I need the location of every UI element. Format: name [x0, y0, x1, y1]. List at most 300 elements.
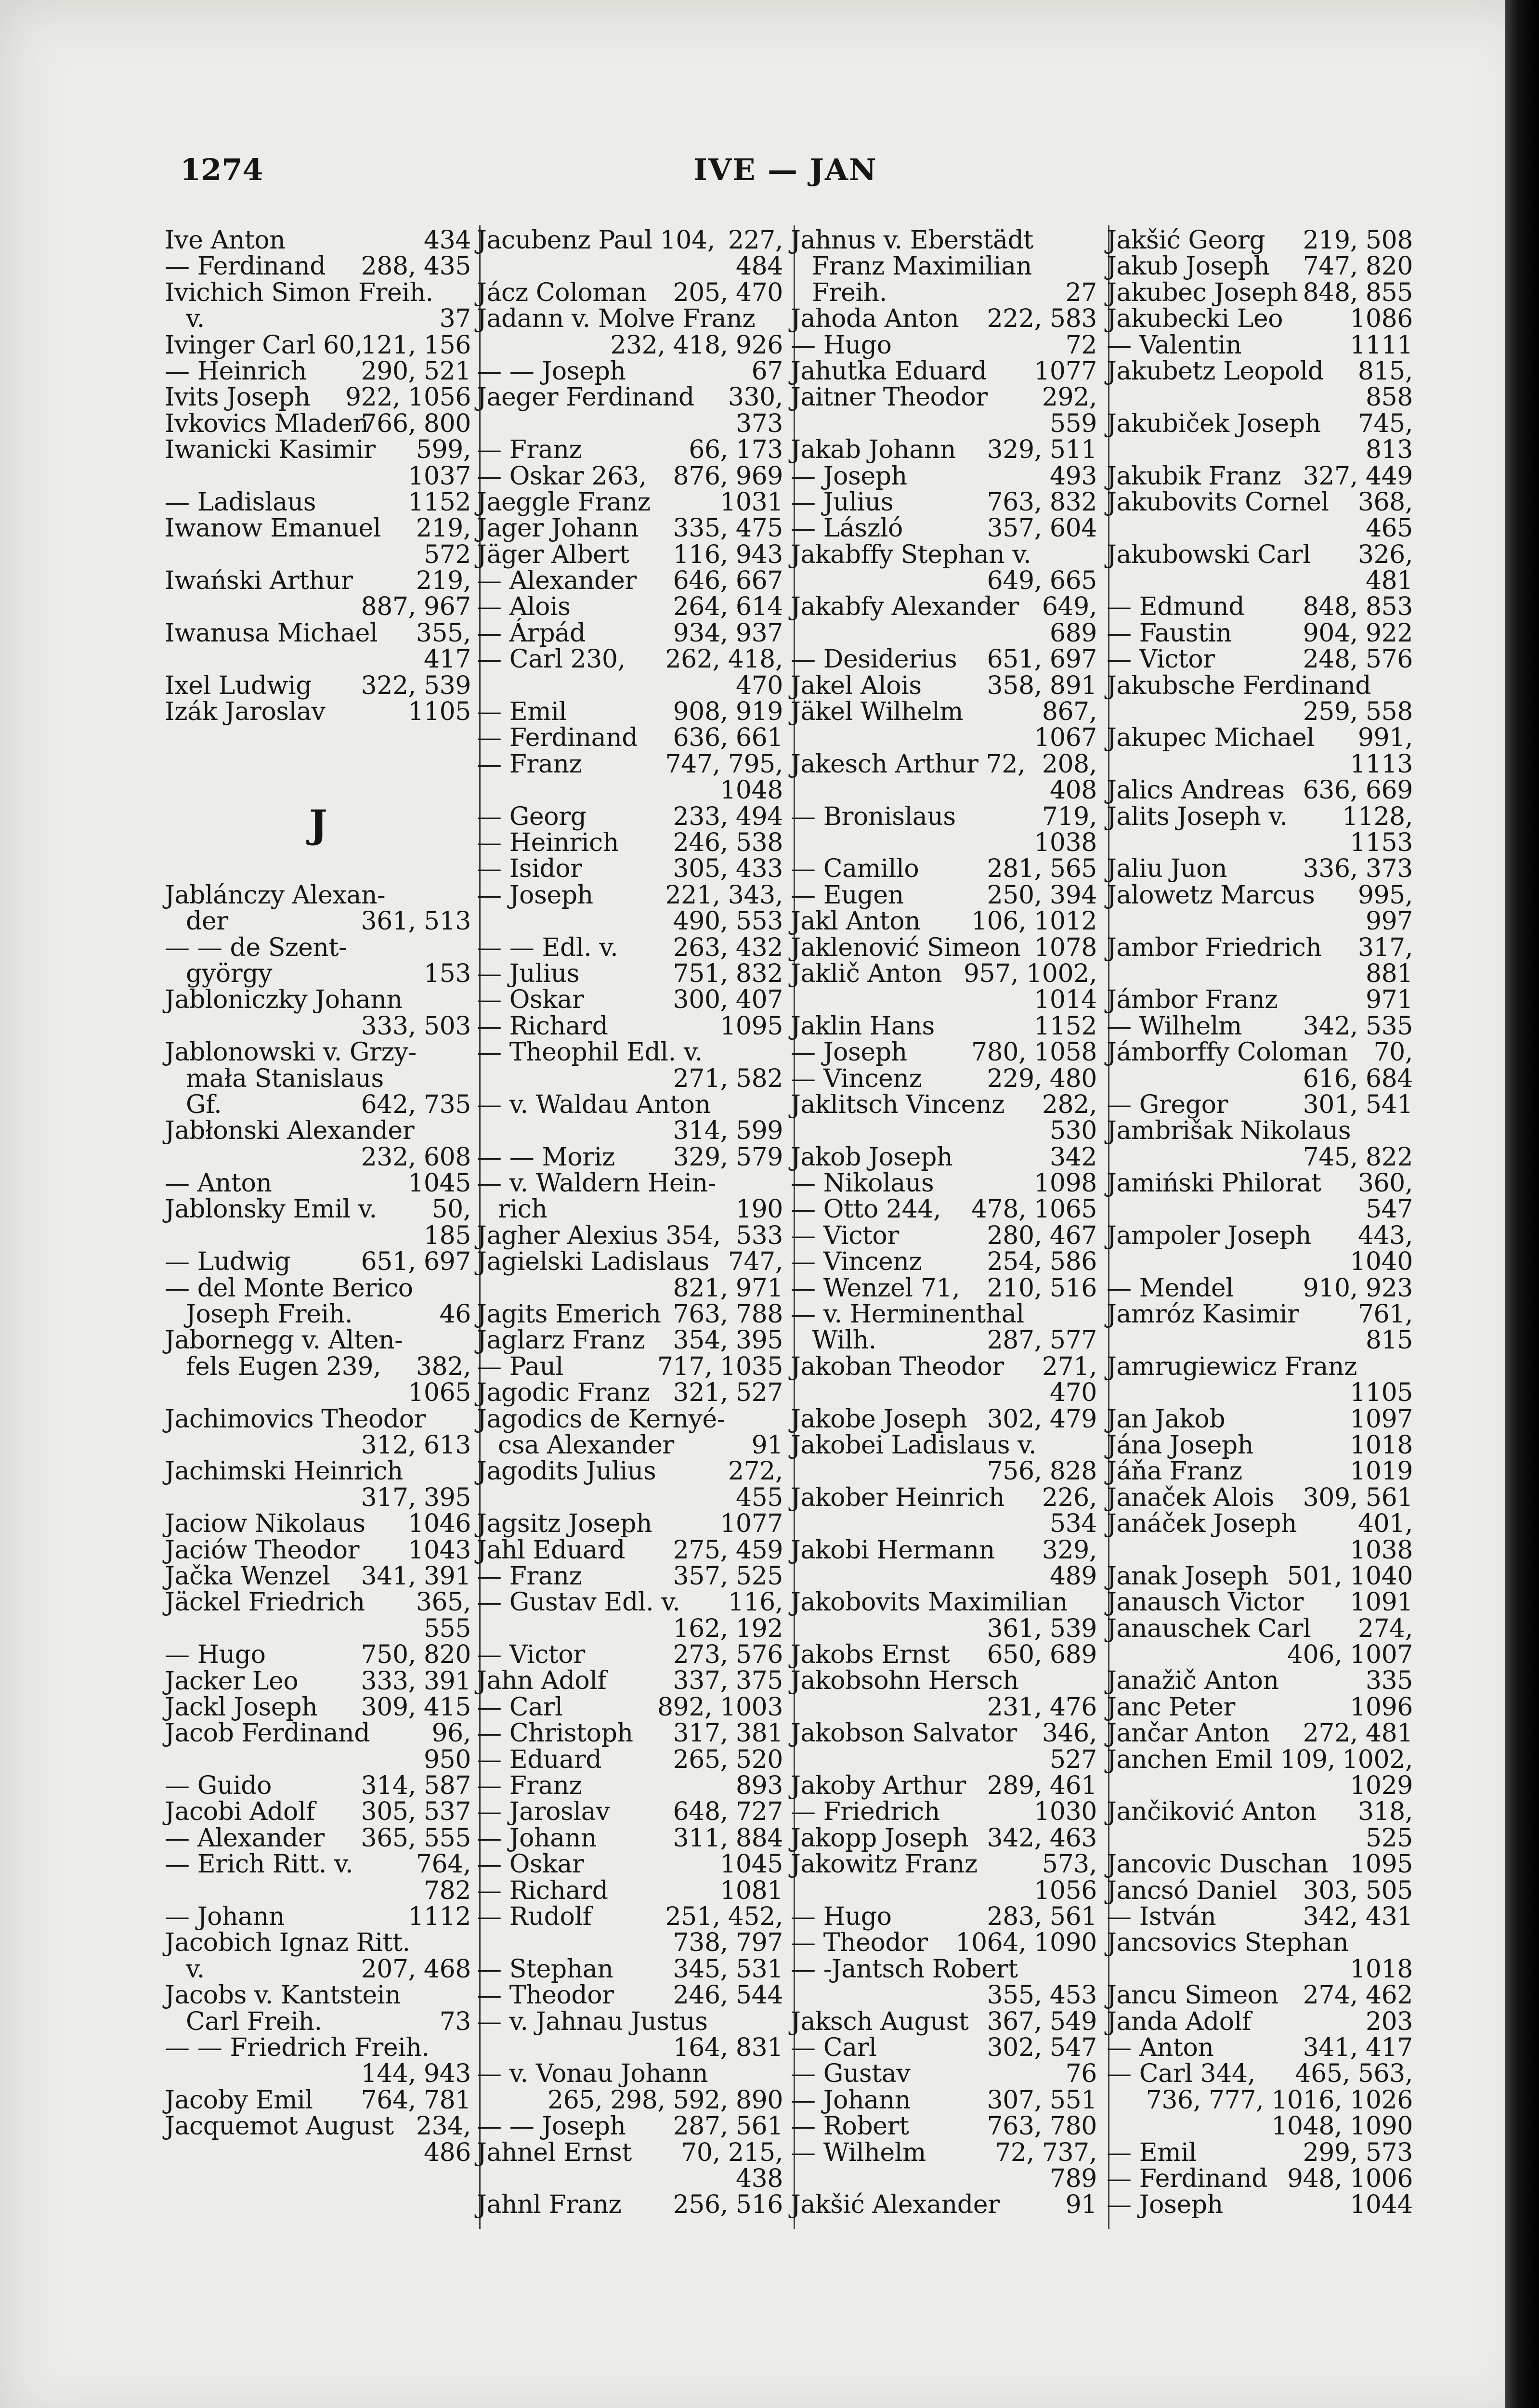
- index-entry-line: [1107, 830, 1413, 856]
- entry-pages: 1038: [1034, 828, 1097, 857]
- entry-pages: 484: [735, 252, 783, 281]
- entry-pages: 649, 665: [987, 566, 1097, 596]
- entry-pages: 738, 797: [673, 1928, 783, 1958]
- entry-pages: 747,: [728, 1247, 783, 1277]
- entry-pages: 572: [423, 540, 471, 569]
- index-entry-line: [1107, 1485, 1413, 1511]
- entry-name: — Wilhelm: [791, 2138, 926, 2167]
- index-entry-line: [1107, 2087, 1413, 2113]
- index-entry-line: [165, 1799, 471, 1825]
- entry-pages: 948, 1006: [1287, 2164, 1413, 2193]
- entry-name: — Desiderius: [791, 645, 957, 674]
- entry-pages: 1128,: [1342, 802, 1413, 831]
- index-entry-line: [791, 1458, 1097, 1484]
- index-entry-line: [165, 1956, 471, 1982]
- entry-name: Franz Maximilian: [812, 252, 1032, 281]
- entry-name: — Erich Ritt. v.: [165, 1850, 353, 1879]
- entry-pages: 116, 943: [673, 540, 783, 569]
- entry-pages: 121, 156: [361, 330, 471, 360]
- index-entry-line: [1107, 804, 1413, 830]
- index-entry-line: [165, 1170, 471, 1196]
- index-entry-line: [791, 1616, 1097, 1642]
- index-entry-line: [791, 1170, 1097, 1196]
- entry-pages: 341, 417: [1303, 2033, 1413, 2062]
- entry-pages: 782: [423, 1876, 471, 1905]
- entry-name: Jaklič Anton: [791, 959, 942, 988]
- index-entry-line: [1107, 1458, 1413, 1484]
- index-entry-line: [791, 1668, 1097, 1694]
- entry-pages: 764, 781: [361, 2085, 471, 2115]
- index-entry-line: [791, 908, 1097, 934]
- index-entry-line: [791, 1563, 1097, 1589]
- index-entry-line: [791, 1301, 1097, 1327]
- index-entry-line: [791, 2009, 1097, 2035]
- entry-name: Jachimski Heinrich: [165, 1457, 403, 1486]
- entry-name: — Isidor: [477, 854, 582, 884]
- index-entry-line: [165, 1118, 471, 1144]
- index-entry-line: [1107, 1039, 1413, 1065]
- entry-name: — v. Vonau Johann: [477, 2059, 708, 2089]
- entry-pages: 1031: [720, 487, 783, 517]
- index-entry-line: [477, 1432, 783, 1458]
- index-entry-line: [1107, 725, 1413, 751]
- index-entry-line: [477, 437, 783, 463]
- index-entry-line: [791, 673, 1097, 699]
- entry-pages: 689: [1049, 618, 1097, 648]
- entry-pages: 438: [735, 2164, 783, 2193]
- entry-name: Jambor Friedrich: [1107, 933, 1322, 962]
- entry-pages: 1030: [1034, 1797, 1097, 1827]
- entry-name: — Rudolf: [477, 1902, 592, 1931]
- entry-pages: 648, 727: [673, 1797, 783, 1827]
- index-column-3: [791, 227, 1097, 2240]
- entry-pages: 489: [1049, 1561, 1097, 1591]
- entry-pages: 1040: [1350, 1247, 1413, 1277]
- entry-pages: 1037: [408, 461, 471, 491]
- entry-pages: 345, 531: [673, 1954, 783, 1984]
- index-entry-line: [477, 1170, 783, 1196]
- entry-name: Ivkovics Mladen: [165, 409, 369, 438]
- entry-pages: 262, 418,: [665, 645, 783, 674]
- index-entry-line: [477, 1354, 783, 1380]
- entry-name: — Friedrich: [791, 1797, 940, 1827]
- entry-pages: 533: [735, 1221, 783, 1250]
- index-entry-line: [165, 1563, 471, 1589]
- entry-pages: 599,: [416, 435, 471, 465]
- index-entry-line: [477, 306, 783, 332]
- entry-pages: 164, 831: [673, 2033, 783, 2062]
- entry-pages: 246, 544: [673, 1981, 783, 2010]
- entry-pages: 1152: [1034, 1011, 1097, 1041]
- entry-name: — Eugen: [791, 880, 904, 910]
- index-entry-line: [165, 1537, 471, 1563]
- entry-name: Jablonowski v. Grzy-: [165, 1038, 417, 1067]
- entry-pages: 259, 558: [1303, 697, 1413, 727]
- entry-pages: 144, 943: [361, 2059, 471, 2089]
- entry-pages: 649,: [1042, 592, 1097, 622]
- entry-pages: 222, 583: [987, 304, 1097, 334]
- index-entry-line: [477, 568, 783, 594]
- entry-name: Jakabffy Stephan v.: [791, 540, 1031, 569]
- entry-name: Jakupec Michael: [1107, 723, 1315, 753]
- entry-pages: 1043: [408, 1535, 471, 1565]
- index-entry-line: [791, 1196, 1097, 1222]
- index-entry-line: [1107, 1642, 1413, 1668]
- index-entry-line: [791, 253, 1097, 279]
- index-entry-line: [477, 2035, 783, 2061]
- entry-name: Jabornegg v. Alten-: [165, 1326, 403, 1355]
- entry-name: Jalits Joseph v.: [1107, 802, 1288, 831]
- index-entry-line: [477, 1930, 783, 1956]
- entry-name: Jakobi Hermann: [791, 1535, 995, 1565]
- entry-pages: 763, 780: [987, 2112, 1097, 2141]
- index-entry-line: [1107, 1851, 1413, 1877]
- entry-name: — Ferdinand: [165, 252, 326, 281]
- index-entry-line: [165, 1092, 471, 1118]
- index-entry-line: [477, 1458, 783, 1484]
- index-entry-line: [477, 1773, 783, 1799]
- entry-pages: 1045: [720, 1850, 783, 1879]
- index-entry-line: [791, 620, 1097, 646]
- index-entry-line: [165, 1406, 471, 1432]
- index-entry-line: [477, 1825, 783, 1851]
- index-entry-line: [165, 1327, 471, 1353]
- entry-pages: 312, 613: [361, 1431, 471, 1460]
- index-entry-line: [1107, 463, 1413, 489]
- entry-pages: 360,: [1357, 1169, 1413, 1198]
- index-entry-line: [477, 2061, 783, 2087]
- entry-name: — Carl 344,: [1107, 2059, 1255, 2089]
- entry-pages: 248, 576: [1303, 645, 1413, 674]
- entry-pages: 281, 565: [987, 854, 1097, 884]
- entry-name: — — Joseph: [477, 2112, 626, 2141]
- entry-pages: 70, 215,: [681, 2138, 783, 2167]
- index-entry-line: [477, 1904, 783, 1930]
- entry-pages: 335: [1365, 1666, 1413, 1696]
- entry-name: Jakobovits Maximilian: [791, 1588, 1068, 1617]
- index-entry-line: [477, 489, 783, 515]
- entry-name: — Franz: [477, 1771, 582, 1801]
- entry-pages: 303, 505: [1303, 1876, 1413, 1905]
- index-entry-line: [477, 1039, 783, 1065]
- entry-name: Jagher Alexius 354,: [477, 1221, 721, 1250]
- index-entry-line: [1107, 882, 1413, 908]
- index-entry-line: [1107, 1878, 1413, 1904]
- index-entry-line: [791, 306, 1097, 332]
- entry-pages: 342, 535: [1303, 1011, 1413, 1041]
- entry-name: Jamrugiewicz Franz: [1107, 1352, 1357, 1381]
- entry-name: — Wenzel 71,: [791, 1273, 960, 1303]
- entry-pages: 317,: [1357, 933, 1413, 962]
- index-entry-line: [791, 358, 1097, 384]
- entry-name: — Ferdinand: [477, 723, 638, 753]
- entry-name: Jakab Johann: [791, 435, 956, 465]
- entry-pages: 322, 539: [361, 671, 471, 700]
- entry-name: Jaciów Theodor: [165, 1535, 360, 1565]
- index-entry-line: [165, 489, 471, 515]
- entry-name: — v. Waldau Anton: [477, 1090, 711, 1119]
- entry-name: fels Eugen 239,: [186, 1352, 381, 1381]
- index-entry-line: [1107, 1956, 1413, 1982]
- index-entry-line: [1107, 2140, 1413, 2166]
- entry-pages: 273, 576: [673, 1640, 783, 1670]
- entry-pages: 486: [423, 2138, 471, 2167]
- index-entry-line: [165, 1825, 471, 1851]
- entry-name: Iwanicki Kasimir: [165, 435, 376, 465]
- index-entry-line: [165, 1616, 471, 1642]
- entry-pages: 1081: [720, 1876, 783, 1905]
- index-entry-line: [477, 987, 783, 1013]
- index-entry-line: [477, 1589, 783, 1615]
- index-entry-line: [1107, 1301, 1413, 1327]
- entry-name: — — de Szent-: [165, 933, 347, 962]
- index-entry-line: [165, 987, 471, 1013]
- entry-name: Jáňa Franz: [1107, 1457, 1242, 1486]
- entry-name: Jahl Eduard: [477, 1535, 625, 1565]
- index-entry-line: [791, 1327, 1097, 1353]
- entry-name: Jakubetz Leopold: [1107, 356, 1324, 386]
- entry-name: — Carl 230,: [477, 645, 626, 674]
- entry-name: Jacoby Emil: [165, 2085, 313, 2115]
- index-entry-line: [165, 882, 471, 908]
- entry-name: — Faustin: [1107, 618, 1232, 648]
- index-entry-line: [477, 463, 783, 489]
- entry-pages: 815,: [1357, 356, 1413, 386]
- entry-name: — -Jantsch Robert: [791, 1954, 1018, 1984]
- entry-pages: 330,: [728, 383, 783, 412]
- entry-pages: 636, 661: [673, 723, 783, 753]
- index-entry-line: [791, 332, 1097, 358]
- entry-pages: 559: [1049, 409, 1097, 438]
- index-entry-line: [791, 1904, 1097, 1930]
- index-entry-line: [1107, 1773, 1413, 1799]
- index-entry-line: [165, 227, 471, 253]
- index-entry-line: [791, 1066, 1097, 1092]
- entry-name: Jagits Emerich: [477, 1300, 661, 1329]
- entry-name: Jakel Alois: [791, 671, 922, 700]
- index-entry-line: [165, 1720, 471, 1746]
- entry-name: — Valentin: [1107, 330, 1242, 360]
- index-entry-line: [791, 1642, 1097, 1668]
- entry-pages: 1048: [720, 776, 783, 805]
- index-entry-line: [165, 1930, 471, 1956]
- entry-name: — Theodor: [477, 1981, 614, 2010]
- index-entry-line: [1107, 1354, 1413, 1380]
- entry-pages: 1096: [1350, 1692, 1413, 1722]
- index-entry-line: [1107, 1694, 1413, 1720]
- index-entry-line: [165, 411, 471, 437]
- entry-name: — Wilhelm: [1107, 1011, 1242, 1041]
- entry-pages: 1018: [1350, 1430, 1413, 1460]
- entry-name: — Franz: [477, 1561, 582, 1591]
- index-entry-line: [1107, 1170, 1413, 1196]
- index-entry-line: [791, 1825, 1097, 1851]
- index-entry-line: [1107, 1799, 1413, 1825]
- index-entry-line: [1107, 1066, 1413, 1092]
- entry-name: Jagodic Franz: [477, 1378, 650, 1408]
- index-entry-line: [165, 542, 471, 568]
- entry-name: Jakubiček Joseph: [1107, 409, 1321, 438]
- entry-name: — Ladislaus: [165, 487, 316, 517]
- entry-name: — Edmund: [1107, 592, 1245, 622]
- entry-pages: 314, 587: [361, 1771, 471, 1801]
- index-entry-line: [477, 1301, 783, 1327]
- entry-pages: 185: [423, 1221, 471, 1250]
- entry-pages: 1077: [1034, 356, 1097, 386]
- entry-name: Jaklitsch Vincenz: [791, 1090, 1005, 1119]
- index-entry-line: [165, 1223, 471, 1249]
- entry-name: — Victor: [1107, 645, 1215, 674]
- index-entry-line: [1107, 2192, 1413, 2218]
- index-entry-line: [165, 673, 471, 699]
- entry-pages: 282,: [1042, 1090, 1097, 1119]
- index-entry-line: [477, 1485, 783, 1511]
- entry-pages: 67: [751, 356, 783, 386]
- entry-pages: 616, 684: [1303, 1064, 1413, 1093]
- entry-pages: 337, 375: [673, 1666, 783, 1696]
- index-entry-line: [477, 699, 783, 725]
- index-entry-line: [791, 515, 1097, 541]
- entry-pages: 443,: [1357, 1221, 1413, 1250]
- entry-pages: 1153: [1350, 828, 1413, 857]
- entry-name: — Camillo: [791, 854, 919, 884]
- index-entry-line: [1107, 1249, 1413, 1275]
- entry-name: Freih.: [812, 278, 887, 307]
- entry-name: Jampoler Joseph: [1107, 1221, 1311, 1250]
- entry-pages: 821, 971: [673, 1273, 783, 1303]
- entry-pages: 233, 494: [673, 802, 783, 831]
- entry-name: — Victor: [791, 1221, 899, 1250]
- index-entry-line: [477, 1406, 783, 1432]
- index-column-1: [165, 227, 471, 2240]
- entry-pages: 251, 452,: [665, 1902, 783, 1931]
- entry-pages: 651, 697: [361, 1247, 471, 1277]
- entry-pages: 333, 503: [361, 1011, 471, 1041]
- index-entry-line: [477, 280, 783, 306]
- index-entry-line: [791, 1249, 1097, 1275]
- entry-pages: 96,: [431, 1719, 471, 1748]
- entry-pages: 272,: [728, 1457, 783, 1486]
- index-entry-line: [1107, 2061, 1413, 2087]
- index-entry-line: [477, 1118, 783, 1144]
- entry-pages: 326,: [1357, 540, 1413, 569]
- entry-name: — Robert: [791, 2112, 909, 2141]
- entry-name: — Carl: [477, 1692, 563, 1722]
- entry-name: Iwanow Emanuel: [165, 514, 381, 543]
- entry-pages: 763, 788: [673, 1300, 783, 1329]
- entry-pages: 302, 479: [987, 1404, 1097, 1434]
- blank-line: [165, 725, 471, 751]
- entry-name: Wilh.: [812, 1326, 876, 1355]
- index-entry-line: [791, 1406, 1097, 1432]
- index-entry-line: [477, 2009, 783, 2035]
- entry-name: Jakabfy Alexander: [791, 592, 1019, 622]
- entry-pages: 848, 855: [1303, 278, 1413, 307]
- entry-name: Jacobich Ignaz Ritt.: [165, 1928, 410, 1958]
- entry-pages: 106, 1012: [971, 907, 1097, 936]
- entry-name: — Theophil Edl. v.: [477, 1038, 703, 1067]
- entry-name: Jakobe Joseph: [791, 1404, 967, 1434]
- index-entry-line: [165, 1301, 471, 1327]
- entry-pages: 283, 561: [987, 1902, 1097, 1931]
- entry-name: — Eduard: [477, 1745, 602, 1774]
- entry-pages: 250, 394: [987, 880, 1097, 910]
- entry-pages: 265, 520: [673, 1745, 783, 1774]
- index-entry-line: [165, 646, 471, 672]
- entry-pages: 417: [423, 645, 471, 674]
- index-entry-line: [1107, 1327, 1413, 1353]
- entry-pages: 1095: [720, 1011, 783, 1041]
- entry-name: — Julius: [477, 959, 580, 988]
- entry-pages: 368,: [1357, 487, 1413, 517]
- index-entry-line: [1107, 856, 1413, 882]
- index-entry-line: [165, 2035, 471, 2061]
- entry-name: Janchen Emil 109,: [1107, 1745, 1335, 1774]
- index-entry-line: [1107, 358, 1413, 384]
- entry-pages: 288, 435: [361, 252, 471, 281]
- entry-name: Jambrišak Nikolaus: [1107, 1116, 1351, 1146]
- entry-pages: 934, 937: [673, 618, 783, 648]
- index-entry-line: [165, 1904, 471, 1930]
- entry-name: Jahnus v. Eberstädt: [791, 226, 1033, 255]
- index-entry-line: [1107, 673, 1413, 699]
- entry-pages: 274, 462: [1303, 1981, 1413, 2010]
- entry-pages: 336, 373: [1303, 854, 1413, 884]
- index-entry-line: [165, 1196, 471, 1222]
- entry-pages: 1045: [408, 1169, 471, 1198]
- index-entry-line: [165, 699, 471, 725]
- entry-name: Jakl Anton: [791, 907, 921, 936]
- entry-name: Jaitner Theodor: [791, 383, 988, 412]
- index-entry-line: [791, 987, 1097, 1013]
- index-entry-line: [165, 1668, 471, 1694]
- entry-pages: 904, 922: [1303, 618, 1413, 648]
- entry-name: — Theodor: [791, 1928, 928, 1958]
- entry-name: — Johann: [791, 2085, 911, 2115]
- entry-name: Jakubec Joseph: [1107, 278, 1298, 307]
- index-entry-line: [791, 1694, 1097, 1720]
- index-entry-line: [477, 1092, 783, 1118]
- entry-name: — István: [1107, 1902, 1216, 1931]
- index-entry-line: [1107, 489, 1413, 515]
- index-entry-line: [165, 1013, 471, 1039]
- index-entry-line: [477, 332, 783, 358]
- entry-pages: 971: [1365, 985, 1413, 1015]
- entry-name: Jaklin Hans: [791, 1011, 935, 1041]
- entry-pages: 309, 561: [1303, 1483, 1413, 1512]
- entry-pages: 292,: [1042, 383, 1097, 412]
- entry-pages: 346,: [1042, 1719, 1097, 1748]
- index-entry-line: [1107, 253, 1413, 279]
- entry-pages: 354, 395: [673, 1326, 783, 1355]
- entry-pages: 401,: [1357, 1509, 1413, 1539]
- entry-pages: 1097: [1350, 1404, 1413, 1434]
- entry-name: Jakober Heinrich: [791, 1483, 1005, 1512]
- index-entry-line: [1107, 935, 1413, 961]
- entry-name: Jakobson Salvator: [791, 1719, 1017, 1748]
- entry-pages: 272, 481: [1303, 1719, 1413, 1748]
- index-entry-line: [1107, 987, 1413, 1013]
- index-entry-line: [477, 253, 783, 279]
- entry-pages: 1056: [1034, 1876, 1097, 1905]
- index-entry-line: [791, 1930, 1097, 1956]
- index-entry-line: [477, 358, 783, 384]
- entry-name: Jalics Andreas: [1107, 776, 1285, 805]
- index-entry-line: [791, 1485, 1097, 1511]
- index-entry-line: [165, 1249, 471, 1275]
- entry-name: Jakšić Alexander: [791, 2190, 1000, 2220]
- index-entry-line: [791, 384, 1097, 410]
